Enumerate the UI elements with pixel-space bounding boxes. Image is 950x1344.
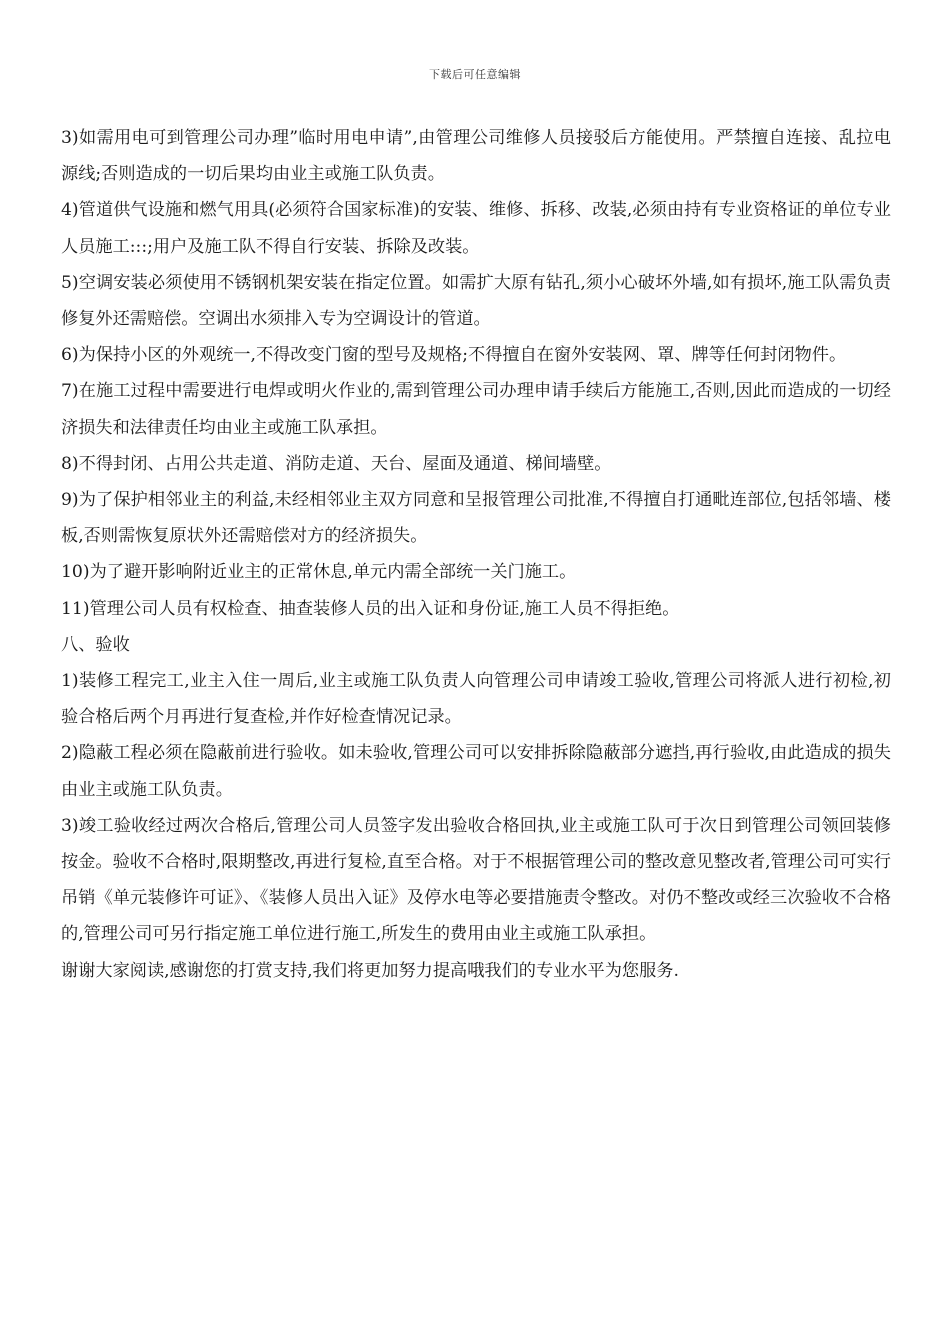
paragraph-public-passage: 8)不得封闭、占用公共走道、消防走道、天台、屋面及通道、梯间墙壁。 bbox=[61, 453, 612, 474]
paragraph-final-acceptance: 3)竣工验收经过两次合格后,管理公司人员签字发出验收合格回执,业主或施工队可于次日到管理公司领回装修按金。验收不合格时,限期整改,再进行复检,直至合格。对于不根据管理公司的整改意见整改者,管理公司可实行吊销《单元装修许可证》、《装修人员出入证》及停水电等必要措施责令整改。对仍不整改或经三次验收不合格的,管理公司可另行指定施工单位进行施工,所发生的费用由业主或施工队承担。 bbox=[61, 815, 891, 945]
paragraph-neighbor-interest: 9)为了保护相邻业主的利益,未经相邻业主双方同意和呈报管理公司批准,不得擅自打通毗连部位,包括邻墙、楼板,否则需恢复原状外还需赔偿对方的经济损失。 bbox=[61, 490, 891, 547]
paragraph-thanks: 谢谢大家阅读,感谢您的打赏支持,我们将更加努力提高哦我们的专业水平为您服务. bbox=[61, 960, 679, 981]
document-body bbox=[61, 120, 891, 989]
paragraph-exterior-uniformity: 6)为保持小区的外观统一,不得改变门窗的型号及规格;不得擅自在窗外安装网、罩、牌等任何封闭物件。 bbox=[61, 345, 847, 366]
paragraph-closed-door-work: 10)为了避开影响附近业主的正常休息,单元内需全部统一关门施工。 bbox=[61, 562, 577, 583]
paragraph-air-conditioner: 5)空调安装必须使用不锈钢机架安装在指定位置。如需扩大原有钻孔,须小心破坏外墙,如有损坏,施工队需负责修复外还需赔偿。空调出水须排入专为空调设计的管道。 bbox=[61, 272, 891, 330]
paragraph-completion-inspection: 1)装修工程完工,业主入住一周后,业主或施工队负责人向管理公司申请竣工验收,管理公司将派人进行初检,初验合格后两个月再进行复查检,并作好检查情况记录。 bbox=[61, 671, 891, 728]
page-header: 下载后可任意编辑 bbox=[429, 68, 521, 81]
paragraph-id-inspection: 11)管理公司人员有权检查、抽查装修人员的出入证和身份证,施工人员不得拒绝。 bbox=[61, 598, 680, 619]
paragraph-concealed-works: 2)隐蔽工程必须在隐蔽前进行验收。如未验收,管理公司可以安排拆除隐蔽部分遮挡,再行验收,由此造成的损失由业主或施工队负责。 bbox=[61, 743, 891, 800]
section-heading-acceptance: 八、验收 bbox=[61, 634, 130, 655]
paragraph-gas-installation: 4)管道供气设施和燃气用具(必须符合国家标准)的安装、维修、拆移、改装,必须由持有专业资格证的单位专业人员施工:::;用户及施工队不得自行安装、拆除及改装。 bbox=[61, 200, 891, 257]
paragraph-welding-fire: 7)在施工过程中需要进行电焊或明火作业的,需到管理公司办理申请手续后方能施工,否则,因此而造成的一切经济损失和法律责任均由业主或施工队承担。 bbox=[61, 381, 891, 438]
paragraph-power-usage: 3)如需用电可到管理公司办理”临时用电申请”,由管理公司维修人员接驳后方能使用。严禁擅自连接、乱拉电源线;否则造成的一切后果均由业主或施工队负责。 bbox=[61, 128, 891, 185]
